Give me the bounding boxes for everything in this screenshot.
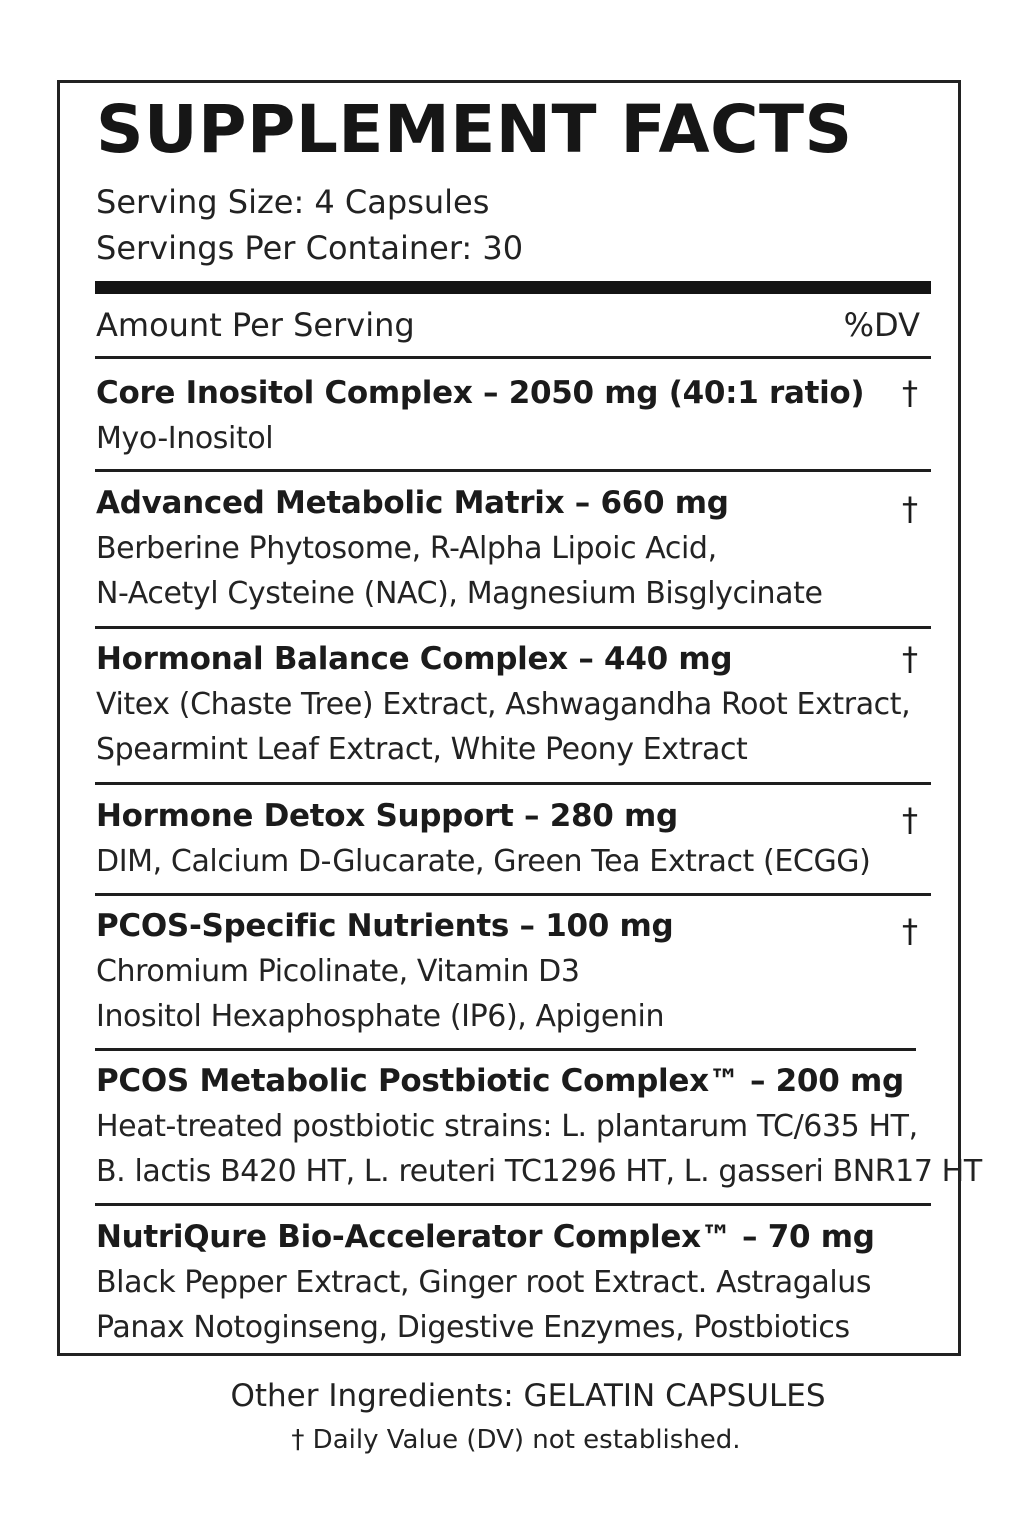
section-ingredients: Myo-Inositol bbox=[96, 421, 274, 456]
divider bbox=[95, 893, 931, 896]
supplement-facts-panel bbox=[57, 80, 982, 1356]
ingredient-section bbox=[96, 1215, 928, 1350]
section-ingredients: DIM, Calcium D-Glucarate, Green Tea Extract (ECGG) bbox=[96, 844, 871, 879]
amount-per-serving-label: Amount Per Serving bbox=[96, 306, 415, 344]
section-ingredients: Spearmint Leaf Extract, White Peony Extract bbox=[96, 732, 748, 767]
servings-per-container: Servings Per Container: 30 bbox=[96, 229, 524, 267]
daily-value-note: † Daily Value (DV) not established. bbox=[291, 1425, 741, 1455]
section-heading: Advanced Metabolic Matrix – 660 mg bbox=[96, 485, 729, 521]
divider bbox=[95, 782, 931, 785]
amount-header-row bbox=[96, 306, 928, 344]
section-ingredients: Berberine Phytosome, R-Alpha Lipoic Acid, bbox=[96, 531, 717, 566]
section-heading: Core Inositol Complex – 2050 mg (40:1 ratio) bbox=[96, 375, 865, 411]
section-ingredients: Inositol Hexaphosphate (IP6), Apigenin bbox=[96, 999, 665, 1034]
ingredient-section bbox=[96, 481, 928, 616]
dagger-mark: † bbox=[902, 490, 918, 528]
divider bbox=[95, 469, 931, 472]
section-ingredients: Vitex (Chaste Tree) Extract, Ashwagandha Root Extract, bbox=[96, 687, 911, 722]
section-ingredients: Chromium Picolinate, Vitamin D3 bbox=[96, 954, 580, 989]
section-heading: PCOS-Specific Nutrients – 100 mg bbox=[96, 908, 674, 944]
ingredient-section bbox=[96, 904, 928, 1039]
serving-size: Serving Size: 4 Capsules bbox=[96, 183, 490, 221]
divider bbox=[95, 626, 931, 629]
other-ingredients: Other Ingredients: GELATIN CAPSULES bbox=[230, 1378, 826, 1414]
dv-header: %DV bbox=[843, 306, 920, 344]
divider bbox=[95, 356, 931, 359]
section-heading: Hormonal Balance Complex – 440 mg bbox=[96, 641, 733, 677]
section-ingredients: B. lactis B420 HT, L. reuteri TC1296 HT, L. gasseri BNR17 HT bbox=[96, 1154, 982, 1189]
ingredient-section bbox=[96, 1059, 982, 1194]
ingredient-section bbox=[96, 637, 928, 772]
section-ingredients: Heat-treated postbiotic strains: L. plantarum TC/635 HT, bbox=[96, 1109, 918, 1144]
divider bbox=[95, 1203, 931, 1206]
dagger-mark: † bbox=[902, 912, 918, 950]
divider bbox=[95, 1048, 916, 1051]
panel-title: SUPPLEMENT FACTS bbox=[96, 91, 853, 168]
dagger-mark: † bbox=[902, 640, 918, 678]
ingredient-section bbox=[96, 794, 928, 884]
section-heading: PCOS Metabolic Postbiotic Complex™ – 200 mg bbox=[96, 1063, 904, 1099]
dagger-mark: † bbox=[902, 374, 918, 412]
section-ingredients: Panax Notoginseng, Digestive Enzymes, Postbiotics bbox=[96, 1310, 850, 1345]
ingredient-section bbox=[96, 371, 928, 461]
section-ingredients: N-Acetyl Cysteine (NAC), Magnesium Bisglycinate bbox=[96, 576, 823, 611]
dagger-mark: † bbox=[902, 801, 918, 839]
section-heading: NutriQure Bio-Accelerator Complex™ – 70 mg bbox=[96, 1219, 875, 1255]
section-ingredients: Black Pepper Extract, Ginger root Extract. Astragalus bbox=[96, 1265, 872, 1300]
thick-divider bbox=[95, 281, 931, 294]
section-heading: Hormone Detox Support – 280 mg bbox=[96, 798, 678, 834]
